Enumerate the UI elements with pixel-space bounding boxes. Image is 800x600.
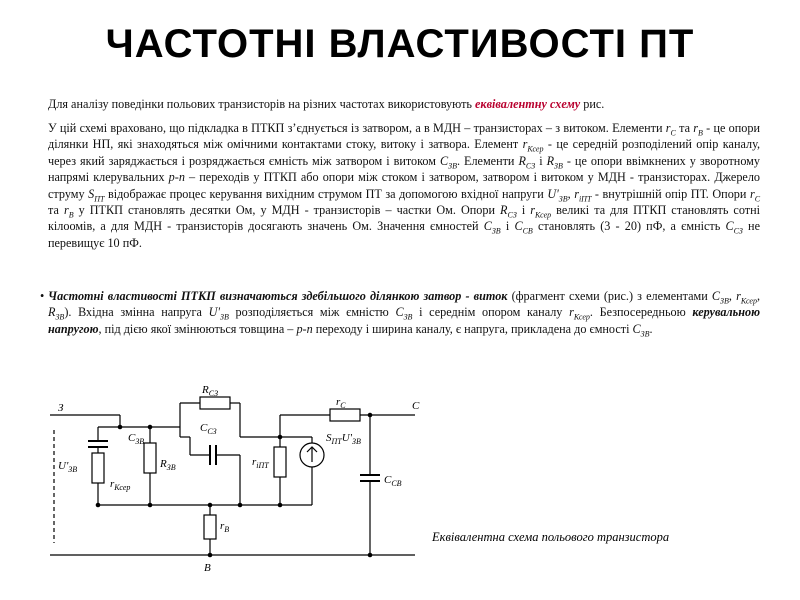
intro-paragraph: Для аналізу поведінки польових транзисторів на різних частотах використовують еквівалентну схему рис.	[48, 97, 605, 111]
r-v-label: $r_В$	[220, 520, 230, 534]
node-s-label: С	[412, 400, 420, 412]
r-zv-label: $R_{ЗВ}$	[160, 458, 176, 472]
circuit-description-paragraph: У цій схемі враховано, що підкладка в ПТКП з’єднується із затвором, а в МДН – транзисторах – з витоком. Елементи $r_С$ та $r_В$ - це опори ділянки НП, які знаходяться між омічними контактами стоку, витоку і затвора. Елемент $r_{Ксер}$ - це середній розподілений опір каналу, через який заряджається і розряджається ємність між затвором і витоком $C_{ЗВ}$. Елементи $R_{СЗ}$ і $R_{ЗВ}$ - це опори ввімкнених у зворотному напрямі клерувальних p-n – переходів у ПТКП або опори між стоком і затвором, затвором і витоком у МДН - транзисторах. Джерело струму $S_{ПТ}$ відображає процес керування вихідним струмом ПТ за допомогою вхідної напруги $U'_{ЗВ}$, $r_{іПТ}$ - внутрішній опір ПТ. Опори $r_С$ та $r_В$ у ПТКП становлять десятки Ом, у МДН - транзисторів – частки Ом. Опори $R_{СЗ}$ і $r_{Ксер}$ великі та для ПТКП становлять сотні кілоомів, а для МДН - транзисторів досягають значень Ом. Значення ємностей $C_{ЗВ}$ і $C_{СВ}$ становлять (3 - 20) пФ, а ємність $C_{СЗ}$ не перевищує 10 пФ.	[48, 121, 761, 250]
equivalent-circuit-diagram	[40, 384, 430, 575]
c-zv-label: $С_{ЗВ}$	[128, 432, 145, 446]
s-pt-label: $S_{ПТ}U'_{ЗВ}$	[326, 432, 361, 446]
r-c-label: $r_С$	[336, 396, 346, 410]
bullet-marker: •	[40, 289, 45, 303]
node-z-label: З	[58, 402, 64, 414]
r-sz-label: $R_{СЗ}$	[202, 384, 219, 398]
u-zv-label: $U'_{ЗВ}$	[58, 460, 78, 474]
c-sv-label: $С_{СВ}$	[384, 474, 402, 488]
c-sz-label: $С_{СЗ}$	[200, 422, 217, 436]
figure-caption: Еквівалентна схема польового транзистора	[432, 530, 670, 544]
page-title: ЧАСТОТНІ ВЛАСТИВОСТІ ПТ	[105, 22, 695, 66]
r-kser-label: $r_{Ксер}$	[110, 478, 131, 492]
equivalent-circuit-link[interactable]: еквівалентну схему	[475, 97, 581, 111]
frequency-properties-paragraph: • Частотні властивості ПТКП визначаються здебільшого ділянкою затвор - виток (фрагмент схеми (рис.) з елементами $C_{ЗВ}$, $r_{Ксер}$, $R_{ЗВ}$). Вхідна змінна напруга $U'_{ЗВ}$ розподіляється між ємністю $C_{ЗВ}$ і середнім опором каналу $r_{Ксер}$. Безпосередньою керувальною напругою, під дією якої змінюються товщина – p-n переходу і ширина каналу, є напруга, прикладена до ємності $C_{ЗВ}$.	[40, 289, 760, 339]
node-v-label: В	[204, 562, 211, 574]
r-ipt-label: $r_{іПТ}$	[252, 456, 269, 470]
